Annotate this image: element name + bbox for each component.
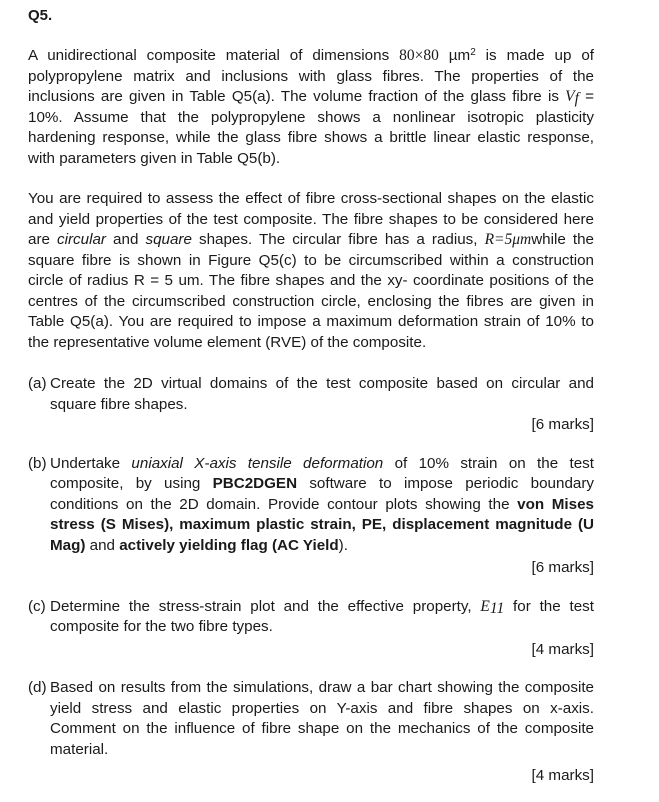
part-c-marks: [4 marks] xyxy=(531,640,594,658)
part-b-text-4: and xyxy=(85,536,120,554)
intro-text-1: A unidirectional composite material of dimensions xyxy=(28,47,400,64)
shape-circular: circular xyxy=(57,231,106,248)
part-a-marks: [6 marks] xyxy=(531,416,594,433)
requirements-text-2: shapes. The circular fibre has a radius, xyxy=(191,231,485,248)
part-b-text-1: Undertake xyxy=(50,454,132,472)
part-c-label: (c) xyxy=(28,597,46,615)
part-a-label: (a) xyxy=(28,375,47,392)
part-c xyxy=(28,597,594,638)
part-b-text xyxy=(50,454,594,557)
radius-expression: R=5μm xyxy=(484,231,532,248)
part-b-text-5: ). xyxy=(338,536,348,554)
intro-text-3: = 10%. Assume that the polypropylene shows a nonlinear isotropic plasticity hardening response, while the glass fibre shows a brittle linear elastic response, with parameters given in Table Q5(b). xyxy=(28,88,594,167)
modulus-subscript: 11 xyxy=(489,599,505,617)
dimensions-unit: µm xyxy=(438,47,471,64)
part-b-software-name: PBC2DGEN xyxy=(212,475,298,492)
part-c-text-1: Determine the stress-strain plot and the effective property, xyxy=(50,597,481,615)
part-b xyxy=(28,454,594,557)
part-b-contour-outputs: von Mises stress (S Mises), maximum plastic strain, PE, displacement magnitude (U Mag) xyxy=(50,495,594,554)
part-c-text xyxy=(50,597,594,638)
requirements-and: and xyxy=(105,231,146,248)
requirements-paragraph xyxy=(28,189,594,353)
part-b-text-3: software to impose periodic boundary conditions on the 2D domain. Provide contour plots showing the xyxy=(50,475,594,513)
part-c-text-2: for the test composite for the two fibre types. xyxy=(50,597,594,635)
question-document xyxy=(28,6,594,787)
part-b-text-2: of 10% strain on the test composite, by using xyxy=(50,454,594,492)
part-a-text: Create the 2D virtual domains of the test composite based on circular and square fibre shapes. xyxy=(50,375,594,413)
part-b-label: (b) xyxy=(28,454,47,472)
part-b-deformation-type: uniaxial X-axis tensile deformation xyxy=(131,454,384,472)
question-number: Q5. xyxy=(28,7,53,24)
requirements-text-3: while the square fibre is shown in Figure Q5(c) to be circumscribed within a construction circle of radius R = 5 um. The fibre shapes and the xy- coordinate positions of the centres of the circumscribed construction circle, enclosing the fibres are given in Table Q5(a). You are required to impose a maximum deformation strain of 10% to the representative volume element (RVE) of the composite. xyxy=(28,231,595,351)
part-d-label: (d) xyxy=(28,679,47,696)
volume-fraction-symbol: V xyxy=(565,88,575,105)
modulus-symbol: E xyxy=(480,597,490,615)
requirements-text-1: You are required to assess the effect of fibre cross-sectional shapes on the elastic and yield properties of the test composite. The fibre shapes to be considered here are xyxy=(28,190,594,248)
part-b-marks: [6 marks] xyxy=(531,559,594,576)
part-b-yield-flag: actively yielding flag (AC Yield xyxy=(119,536,339,554)
shape-square: square xyxy=(145,231,192,248)
part-d xyxy=(28,678,594,760)
part-d-text: Based on results from the simulations, draw a bar chart showing the composite yield stress and elastic properties on Y-axis and fibre shapes on x-axis. Comment on the influence of fibre shape on the mechanics of the composite material. xyxy=(50,679,594,758)
part-d-marks: [4 marks] xyxy=(531,767,594,784)
part-a xyxy=(28,374,594,415)
intro-paragraph xyxy=(28,46,594,169)
unit-exponent: 2 xyxy=(470,47,476,58)
dimensions-value: 80×80 xyxy=(399,47,439,64)
volume-fraction-subscript: f xyxy=(574,90,579,107)
intro-text-2: is made up of polypropylene matrix and inclusions with glass fibres. The properties of the inclusions are given in Table Q5(a). The volume fraction of the glass fibre is xyxy=(28,47,594,105)
